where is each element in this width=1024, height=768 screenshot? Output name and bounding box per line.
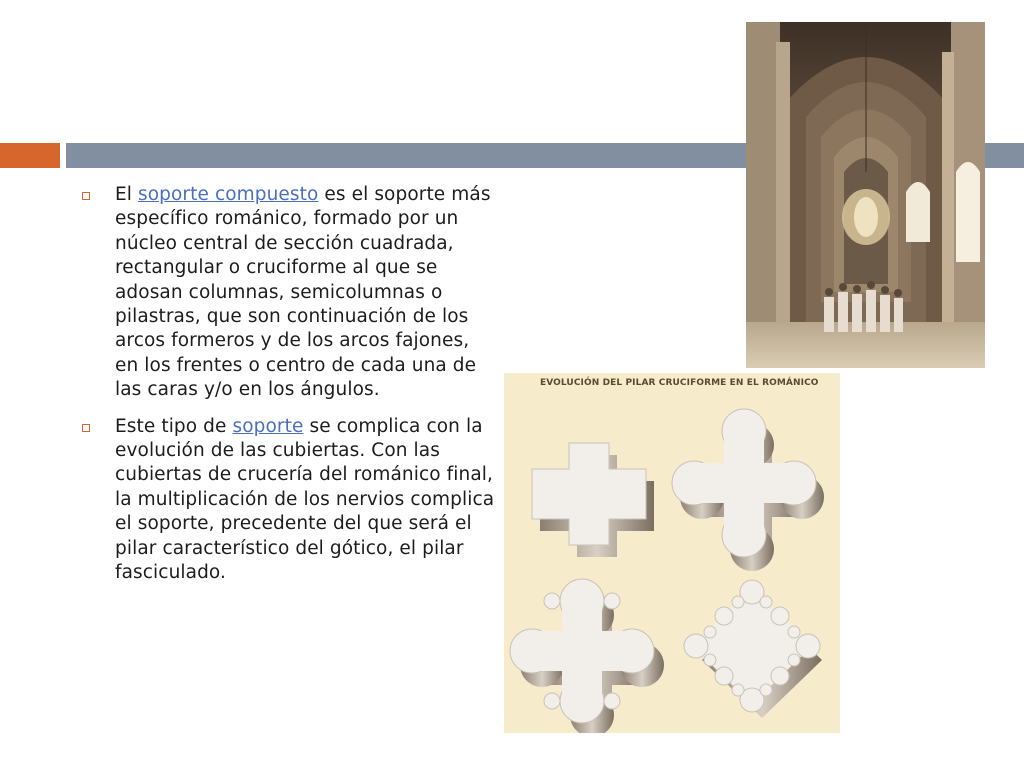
link-soporte[interactable]: soporte bbox=[232, 415, 304, 437]
bullet-text-start: El bbox=[115, 184, 139, 205]
cross-pillar-semicolumns bbox=[672, 409, 824, 571]
bullet-item bbox=[82, 183, 497, 403]
square-bullet-icon bbox=[82, 424, 90, 432]
bullet-text-rest: se complica con la evolución de las cubiertas. Con las cubiertas de crucería del románico final, la multiplicación de los nervios complica el soporte, precedente del que será el pilar característico del gótico, el pilar fasciculado. bbox=[115, 415, 495, 584]
bullet-text-start: Este tipo de bbox=[115, 415, 233, 437]
bullet-text-rest: es el soporte más específico románico, formado por un núcleo central de sección cuadrada, rectangular o cruciforme al que se adosan columnas, semicolumnas o pilastras, que son continuación de los arcos formeros y de los arcos fajones, en los frentes o centro de cada una de las caras y/o en los ángulos. bbox=[115, 184, 491, 401]
accent-bar-orange bbox=[0, 143, 60, 168]
cathedral-illustration bbox=[746, 22, 985, 368]
pillar-evolution-diagram bbox=[504, 373, 840, 733]
diagram-caption: EVOLUCIÓN DEL PILAR CRUCIFORME EN EL ROMÁNICO bbox=[540, 378, 819, 388]
cathedral-photo bbox=[746, 22, 985, 368]
link-soporte-compuesto[interactable]: soporte compuesto bbox=[138, 184, 319, 205]
pillar-shapes bbox=[504, 373, 840, 733]
square-bullet-icon bbox=[82, 192, 90, 200]
slide-body bbox=[82, 183, 497, 598]
cross-pillar-corner-columns bbox=[510, 579, 664, 733]
fasciculated-pillar bbox=[684, 580, 822, 718]
cross-pillar-plain bbox=[532, 443, 654, 557]
bullet-item bbox=[82, 415, 497, 586]
